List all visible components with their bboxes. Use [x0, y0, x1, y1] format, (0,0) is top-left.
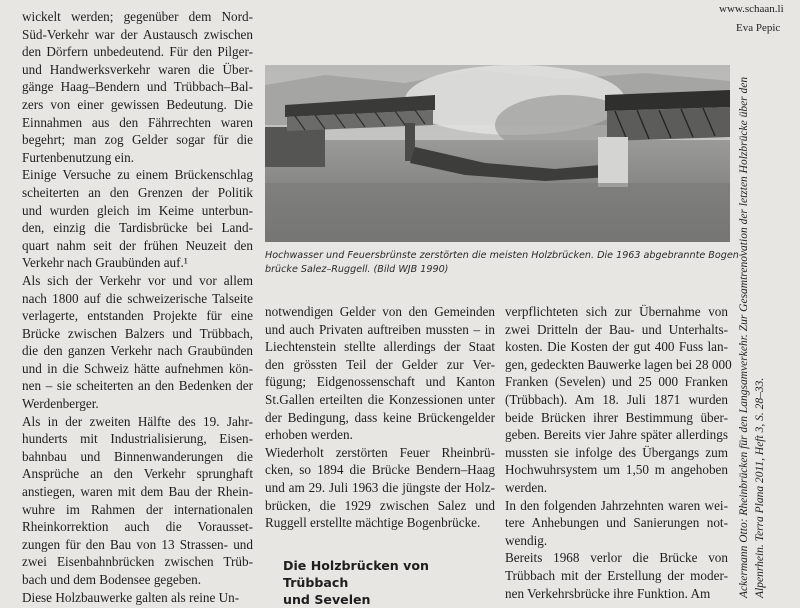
footnote-line: Alpenrhein. Terra Plana 2011, Heft 3, S. 28–33.	[754, 377, 766, 598]
text-line: scheiterten an den Grenzen der Politik	[22, 184, 253, 200]
text-line: mussten sie infolge des Übergangs zum	[505, 444, 728, 460]
text-line: wendig.	[505, 532, 548, 548]
source-url: www.schaan.li	[719, 3, 784, 15]
text-line: beide Brücken ihrer Bestimmung über-	[505, 409, 728, 425]
text-line: tere Anhebungen und Sanierungen not-	[505, 515, 728, 531]
text-line: Wiederholt zerstörten Feuer Rheinbrü-	[265, 444, 495, 460]
text-line: den, einzig die Tardisbrücke bei Land-	[22, 220, 253, 236]
text-line: fügung; Eidgenossenschaft und Kanton	[265, 374, 495, 390]
text-line: Brücke zwischen Balzers und Trübbach,	[22, 325, 253, 341]
caption-line: Hochwasser und Feuersbrünste zerstörten die meisten Holzbrücken. Die 1963 abgebrannte Bogen-	[265, 250, 743, 261]
text-line: verlagerte, entstanden Projekte für eine	[22, 308, 253, 324]
text-line: In den folgenden Jahrzehnten waren wei-	[505, 497, 728, 513]
text-column-1	[22, 8, 253, 606]
section-heading	[283, 557, 493, 608]
text-line: Liechtenstein stellte allerdings der Staat	[265, 339, 495, 355]
text-line: Ruggell erstellte mächtige Bogenbrücke.	[265, 515, 481, 531]
text-line: Als sich der Verkehr vor und vor allem	[22, 272, 253, 288]
heading-line: Die Holzbrücken von Trübbach	[283, 558, 429, 590]
text-line: nen – sie scheiterten an den Bedenken der	[22, 378, 253, 394]
text-line: gänge Haag–Bendern und Trübbach–Bal-	[22, 79, 253, 95]
author-credit: Eva Pepic	[736, 22, 781, 34]
text-line: wuhre im Rahmen der internationalen	[22, 501, 253, 517]
text-line: Franken (Sevelen) und 25 000 Franken	[505, 374, 728, 390]
text-line: Diese Holzbauwerke galten als reine Un-	[22, 589, 240, 605]
text-line: und am 29. Juli 1963 die jüngste der Holz-	[265, 479, 495, 495]
text-line: Bereits 1968 verlor die Brücke von	[505, 550, 728, 566]
text-line: Hochwuhrsystem um 1,50 m angehoben	[505, 462, 728, 478]
text-line: Furtenbenutzung ein.	[22, 149, 135, 165]
text-line: nen Verkehrsbrücke ihre Funktion. Am	[505, 585, 711, 601]
text-line: Ansprüche an den Verkehr sprunghaft	[22, 466, 253, 482]
text-line: die den ganzen Verkehr nach Graubünden	[22, 343, 253, 359]
text-line: wickelt werden; gegenüber dem Nord-	[22, 9, 253, 24]
text-line: Als in der zweiten Hälfte des 19. Jahr-	[22, 413, 253, 429]
text-line: Trübbach mit der Erstellung der moder-	[505, 567, 728, 583]
text-line: St.Gallen erteilten die Konzessionen unter	[265, 391, 495, 407]
text-line: den grössten Teil der Gelder zur Ver-	[265, 356, 495, 372]
text-line: verpflichteten sich zur Übernahme von	[505, 304, 728, 319]
photo-caption	[265, 249, 743, 276]
text-line: und Handwerksverkehr waren die Über-	[22, 61, 253, 77]
text-line: gen, gedeckten Bauwerke lagen bei 28 000	[505, 356, 732, 372]
text-line: hunderts mit Industrialisierung, Eisen-	[22, 431, 253, 447]
text-line: Werdenberger.	[22, 396, 99, 412]
text-line: und auch Privaten auftreiben mussten – in	[265, 321, 495, 337]
text-line: zwei Dritteln der Bau- und Unterhalts-	[505, 321, 728, 337]
text-line: Süd-Verkehr war der Austausch zwischen	[22, 26, 253, 42]
text-line: den Dörfern unbedeutend. Für den Pilger-	[22, 44, 253, 60]
bridge-photo-drawing	[265, 65, 730, 242]
text-line: erhoben werden.	[265, 427, 353, 443]
burned-bridge-photo	[265, 65, 730, 242]
text-line: begehrt; man zog Gelder sogar für die	[22, 132, 253, 148]
text-line: bach und dem Bodensee gegeben.	[22, 572, 202, 587]
text-line: Verkehr nach Graubünden auf.¹	[22, 255, 188, 271]
text-line: kosten. Die Kosten der gut 400 Fuss lan-	[505, 339, 728, 355]
text-line: der Bedingung, dass keine Brückengelder	[265, 409, 495, 425]
text-line: Einnahmen aus den Fährrechten waren	[22, 114, 253, 130]
text-line: und in die Schweiz hätte aufnehmen kön-	[22, 360, 253, 376]
text-line: Einige Versuche zu einem Brückenschlag	[22, 167, 253, 183]
text-line: (Trübbach). Am 18. Juli 1871 wurden	[505, 391, 728, 407]
text-line: zers von einer gewissen Bedeutung. Die	[22, 96, 253, 112]
text-line: geben. Bereits vier Jahre später allerdings	[505, 427, 728, 443]
text-line: zungen für den Bau von 13 Strassen- und	[22, 536, 253, 552]
text-line: nach 1800 auf die schweizerische Talseite	[22, 290, 253, 306]
footnote-line: Ackermann Otto: Rheinbrücken für den Langsamverkehr. Zur Gesamtrenovation der letzten Holzbrücke über den	[738, 76, 750, 598]
text-line: brücken, die 1929 zwischen Salez und	[265, 497, 495, 513]
heading-line: und Sevelen	[283, 592, 371, 607]
text-line: anstiegen, waren mit dem Bau der Rhein-	[22, 484, 253, 500]
caption-line: brücke Salez–Ruggell. (Bild WJB 1990)	[265, 263, 449, 275]
text-column-3	[505, 303, 732, 602]
text-line: quart nahm seit der frühen Neuzeit den	[22, 237, 253, 253]
text-line: zwei Eisenbahnbrücken zwischen Trüb-	[22, 554, 253, 570]
text-line: bahnbau und Binnenwanderungen die	[22, 448, 253, 464]
text-line: werden.	[505, 479, 548, 495]
text-line: notwendigen Gelder von den Gemeinden	[265, 304, 495, 319]
text-line: cken, so 1894 die Brücke Bendern–Haag	[265, 462, 495, 478]
vertical-footnote	[736, 48, 796, 598]
text-line: und wurden gleich im Keime unterbun-	[22, 202, 253, 218]
text-column-2	[265, 303, 495, 532]
text-line: Rheinkorrektion auch die Vorausset-	[22, 519, 253, 535]
